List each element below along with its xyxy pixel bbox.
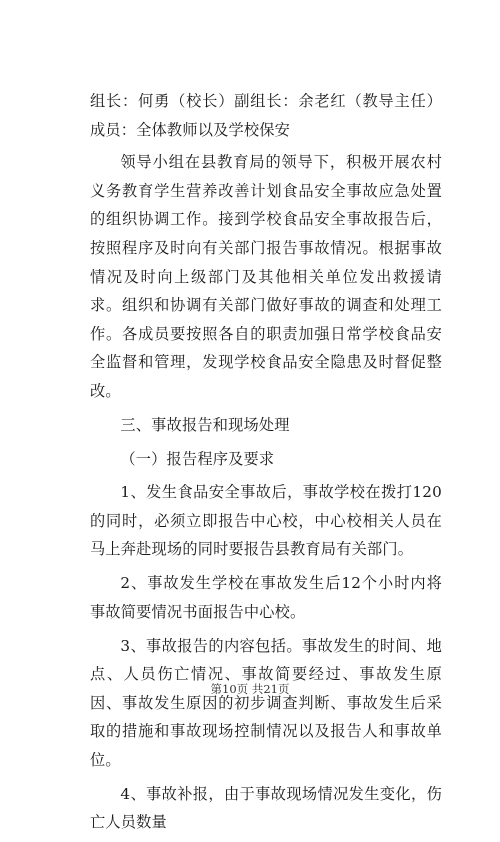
document-body <box>90 87 442 842</box>
procedure-item-2: 2、事故发生学校在事故发生后12个小时内将事故简要情况书面报告中心校。 <box>90 574 442 621</box>
section-heading: 三、事故报告和现场处理 <box>120 415 290 434</box>
team-members-paragraph: 组长：何勇（校长）副组长：余老红（教导主任）成员：全体教师以及学校保安 <box>90 92 442 139</box>
page-number-footer: 第10页 共21页 <box>210 682 290 696</box>
procedure-item-3: 3、事故报告的内容包括。事故发生的时间、地点、人员伤亡情况、事故简要经过、事故发生原因、事故发生原因的初步调查判断、事故发生后采取的措施和事故现场控制情况以及报告人和事故单位。 <box>90 636 442 769</box>
subsection-heading: （一）报告程序及要求 <box>120 449 275 468</box>
procedure-item-1: 1、发生食品安全事故后，事故学校在拨打120的同时，必须立即报告中心校，中心校相关人员在马上奔赴现场的同时要报告县教育局有关部门。 <box>90 483 442 559</box>
procedure-item-4: 4、事故补报，由于事故现场情况发生变化，伤亡人员数量 <box>90 784 442 832</box>
leadership-duties-paragraph: 领导小组在县教育局的领导下，积极开展农村义务教育学生营养改善计划食品安全事故应急处置的组织协调工作。接到学校食品安全事故报告后，按照程序及时向有关部门报告事故情况。根据事故情况及时向上级部门及其他相关单位发出救援请求。组织和协调有关部门做好事故的调查和处理工作。各成员要按照各自的职责加强日常学校食品安全监督和管理，发现学校食品安全隐患及时督促整改。 <box>90 153 442 400</box>
